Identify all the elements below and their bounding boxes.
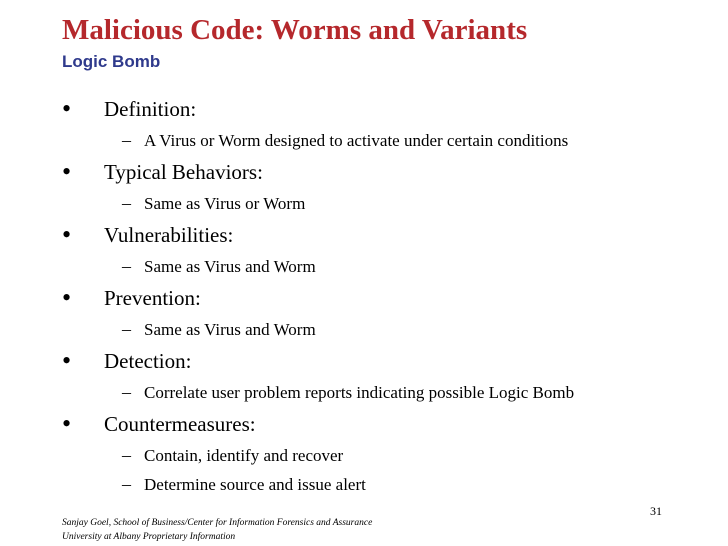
sub-item-text: Same as Virus and Worm <box>144 257 316 276</box>
sub-item-text: A Virus or Worm designed to activate under certain conditions <box>144 131 569 150</box>
footer <box>62 516 372 544</box>
bullet-icon: • <box>62 220 72 249</box>
sub-item-text: Determine source and issue alert <box>144 475 366 494</box>
slide-subtitle: Logic Bomb <box>62 52 161 71</box>
bullet-icon: • <box>62 157 72 186</box>
item-label: Prevention: <box>104 286 201 310</box>
sub-item-text: Same as Virus and Worm <box>144 320 316 339</box>
bullet-icon: • <box>62 409 72 438</box>
dash-icon: – <box>122 256 131 276</box>
dash-icon: – <box>122 382 131 402</box>
item-label: Detection: <box>104 349 192 373</box>
bullet-icon: • <box>62 346 72 375</box>
item-label: Countermeasures: <box>104 412 256 436</box>
dash-icon: – <box>122 193 131 213</box>
dash-icon: – <box>122 319 131 339</box>
list-item <box>62 344 702 407</box>
footer-line: Sanjay Goel, School of Business/Center for Information Forensics and Assurance <box>62 518 373 528</box>
page-number: 31 <box>650 504 662 518</box>
slide-title: Malicious Code: Worms and Variants <box>62 14 528 46</box>
bullet-icon: • <box>62 283 72 312</box>
sub-item-text: Same as Virus or Worm <box>144 194 306 213</box>
list-item <box>62 92 702 155</box>
dash-icon: – <box>122 130 131 150</box>
list-item <box>62 155 702 218</box>
sub-item-text: Contain, identify and recover <box>144 446 344 465</box>
dash-icon: – <box>122 445 131 465</box>
sub-item-text: Correlate user problem reports indicating possible Logic Bomb <box>144 383 575 402</box>
item-label: Definition: <box>104 97 197 121</box>
bullet-list <box>62 92 702 499</box>
item-label: Typical Behaviors: <box>104 160 263 184</box>
list-item <box>62 281 702 344</box>
item-label: Vulnerabilities: <box>104 223 234 247</box>
bullet-icon: • <box>62 94 72 123</box>
footer-line: University at Albany Proprietary Information <box>62 532 236 542</box>
list-item <box>62 407 702 499</box>
list-item <box>62 218 702 281</box>
dash-icon: – <box>122 474 131 494</box>
